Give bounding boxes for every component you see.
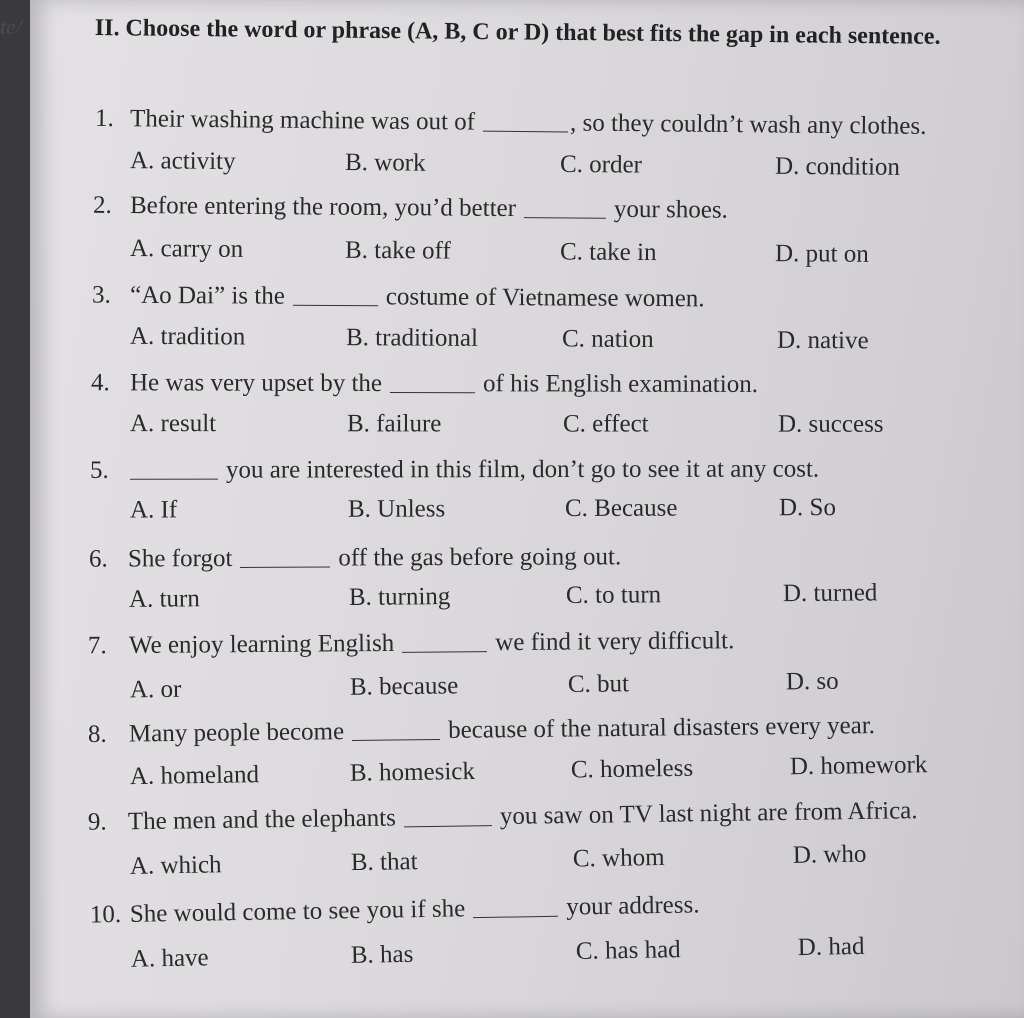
question-text-before: “Ao Dai” is the [129, 281, 285, 310]
option-d: D. homework [789, 751, 928, 781]
option-c: C. nation [561, 325, 654, 353]
answer-blank [390, 370, 475, 393]
question-5 [0, 455, 1024, 493]
option-b: B. take off [344, 236, 451, 265]
option-a: A. which [129, 851, 222, 880]
question-6 [0, 542, 1024, 582]
option-b: B. work [344, 149, 426, 177]
question-number: 9. [87, 808, 107, 836]
option-b: B. Unless [347, 495, 446, 523]
exercise-heading: II. Choose the word or phrase (A, B, C or D) that best fits the gap in each sentence. [94, 14, 941, 50]
option-c: C. effect [562, 410, 649, 438]
option-c: C. to turn [565, 581, 662, 610]
option-c: C. has had [575, 936, 681, 965]
answer-blank [402, 629, 487, 653]
option-a: A. tradition [129, 322, 246, 351]
answer-blank [473, 894, 558, 918]
question-text-before: He was very upset by the [129, 369, 383, 398]
option-a: A. turn [128, 585, 200, 613]
question-number: 2. [92, 191, 112, 219]
question-number: 3. [91, 281, 111, 309]
question-text-after: your address. [565, 891, 700, 921]
option-b: B. because [349, 672, 459, 701]
question-text-before: Many people become [128, 718, 345, 748]
option-b: B. homesick [349, 757, 476, 787]
answer-blank [130, 457, 218, 480]
option-d: D. who [792, 840, 867, 869]
option-b: B. turning [348, 583, 451, 611]
option-d: D. success [777, 410, 884, 438]
option-a: A. have [130, 944, 209, 973]
option-d: D. So [778, 494, 836, 522]
option-c: C. but [567, 670, 630, 699]
option-c: C. whom [572, 843, 665, 873]
option-d: D. native [776, 326, 869, 355]
question-text-before: The men and the elephants [127, 804, 397, 836]
answer-blank [524, 195, 606, 219]
question-text-after: we find it very difficult. [495, 627, 735, 657]
question-text-after: because of the natural disasters every year. [447, 712, 876, 744]
question-text-before: We enjoy learning English [128, 629, 395, 659]
option-c: C. Because [564, 494, 678, 523]
question-number: 1. [94, 104, 114, 133]
option-d: D. turned [782, 579, 878, 608]
answer-blank [483, 109, 568, 133]
question-text-after: your shoes. [613, 195, 728, 224]
question-text-before: Their washing machine was out of [129, 105, 476, 136]
question-text-after: off the gas before going out. [338, 543, 622, 572]
question-text-before: She forgot [127, 544, 233, 573]
question-number: 10. [89, 900, 122, 929]
option-b: B. failure [346, 410, 442, 438]
option-b: B. has [350, 940, 414, 969]
question-text-before: She would come to see you if she [129, 895, 466, 928]
question-text-after: you are interested in this film, don’t go to see it at any cost. [225, 455, 820, 484]
option-b: B. that [350, 848, 418, 877]
option-a: A. or [129, 675, 182, 704]
option-b: B. traditional [345, 324, 479, 352]
question-text-after: of his English examination. [482, 370, 759, 398]
question-number: 6. [88, 545, 108, 573]
option-c: C. take in [559, 238, 657, 267]
question-4 [0, 369, 1024, 408]
option-c: C. homeless [570, 754, 694, 784]
option-d: D. so [785, 667, 839, 696]
option-c: C. order [559, 150, 643, 179]
question-text-after: you saw on TV last night are from Africa. [499, 797, 918, 831]
option-d: D. put on [774, 240, 869, 268]
question-number: 4. [90, 369, 110, 397]
option-a: A. homeland [129, 761, 260, 791]
question-text-before: Before entering the room, you’d better [129, 192, 517, 223]
answer-blank [293, 283, 378, 307]
option-a: A. activity [129, 147, 236, 176]
question-number: 5. [89, 456, 109, 484]
option-a: A. If [129, 496, 178, 524]
options-row [0, 410, 1024, 447]
options-row [0, 322, 1024, 364]
option-d: D. had [797, 932, 865, 962]
question-number: 8. [87, 720, 107, 749]
option-d: D. condition [774, 152, 901, 181]
answer-blank [240, 545, 330, 568]
option-a: A. carry on [129, 235, 244, 263]
margin-note: te/ [0, 14, 22, 39]
question-text-after: , so they couldn’t wash any clothes. [569, 109, 927, 140]
answer-blank [352, 717, 440, 741]
question-3 [0, 281, 1024, 323]
question-number: 7. [87, 632, 107, 660]
options-row [0, 493, 1024, 533]
answer-blank [404, 803, 492, 827]
question-text-after: costume of Vietnamese women. [385, 283, 705, 313]
option-a: A. result [129, 410, 217, 438]
